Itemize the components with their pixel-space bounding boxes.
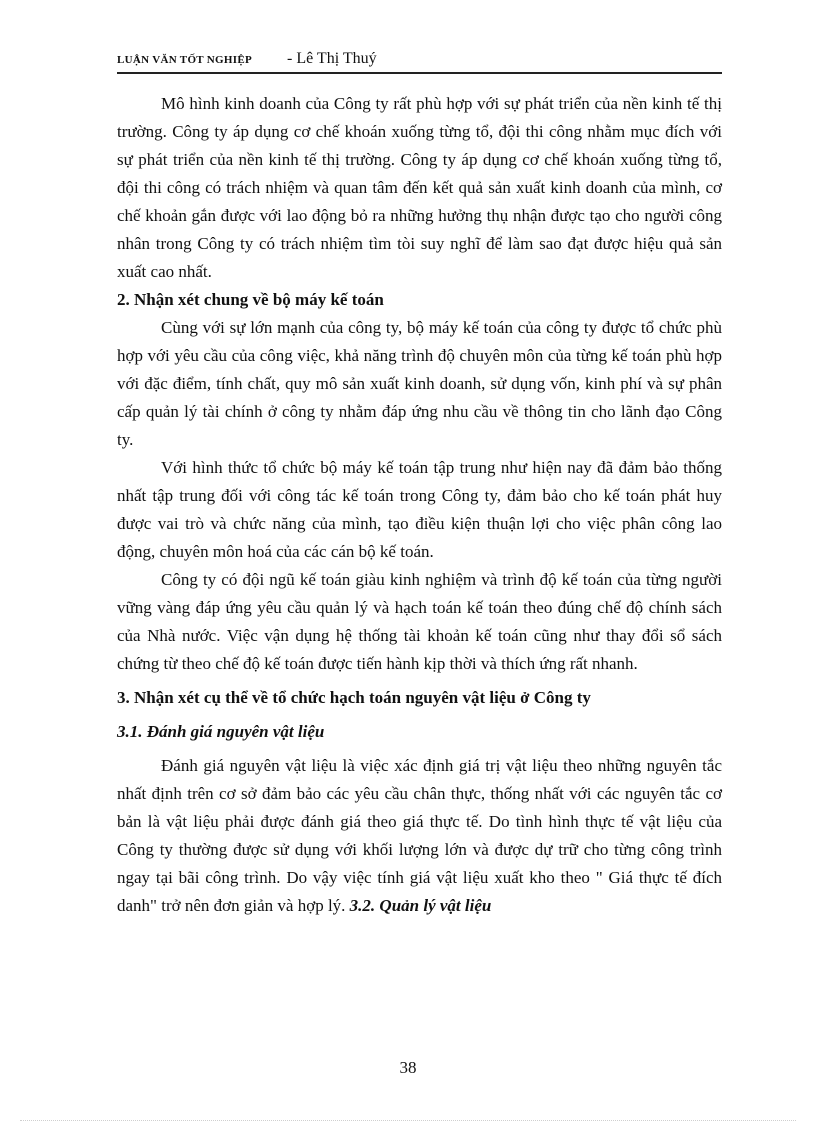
subsection-heading-3-1: 3.1. Đánh giá nguyên vật liệu xyxy=(117,722,325,741)
subsection-heading-3-2: 3.2. Quản lý vật liệu xyxy=(349,896,492,915)
document-body xyxy=(117,90,722,920)
paragraph-material-valuation-text: Đánh giá nguyên vật liệu là việc xác định giá trị vật liệu theo những nguyên tắc nhất định trên cơ sở đảm bảo các yêu cầu chân thực, thống nhất với các nguyên tắc cơ bản là vật liệu phải được đánh giá theo giá thực tế. Do tình hình thực tế vật liệu của Công ty thường được sử dụng với khối lượng lớn và được dự trữ cho từng công trình ngay tại bãi công trình. Do vậy việc tính giá vật liệu xuất kho theo " Giá thực tế đích danh" trở nên đơn giản và hợp lý. xyxy=(117,756,722,915)
page-bottom-divider xyxy=(20,1120,796,1121)
section-heading-3: 3. Nhận xét cụ thể về tổ chức hạch toán nguyên vật liệu ở Công ty xyxy=(117,688,591,707)
paragraph-accounting-team: Công ty có đội ngũ kế toán giàu kinh nghiệm và trình độ kế toán của từng người vững vàng đáp ứng yêu cầu quản lý và hạch toán kế toán theo đúng chế độ chính sách của Nhà nước. Việc vận dụng hệ thống tài khoản kế toán cũng như thay đổi sổ sách chứng từ theo chế độ kế toán được tiến hành kịp thời và thích ứng rất nhanh. xyxy=(117,570,722,673)
paragraph-material-valuation xyxy=(117,752,722,920)
header-thesis-label: LUẬN VĂN TỐT NGHIỆP xyxy=(117,54,252,66)
paragraph-centralized-accounting: Với hình thức tổ chức bộ máy kế toán tập trung như hiện nay đã đảm bảo thống nhất tập trung đối với công tác kế toán trong Công ty, đảm bảo cho kế toán phát huy được vai trò và chức năng của mình, tạo điều kiện thuận lợi cho việc phân công lao động, chuyên môn hoá của các cán bộ kế toán. xyxy=(117,458,722,561)
section-heading-2: 2. Nhận xét chung về bộ máy kế toán xyxy=(117,290,384,309)
paragraph-accounting-structure: Cùng với sự lớn mạnh của công ty, bộ máy kế toán của công ty được tổ chức phù hợp với yêu cầu của công việc, khả năng trình độ chuyên môn của từng kế toán phù hợp với đặc điểm, tính chất, quy mô sản xuất kinh doanh, sử dụng vốn, kinh phí và sự phân cấp quản lý tài chính ở công ty nhằm đáp ứng nhu cầu về thông tin cho lãnh đạo Công ty. xyxy=(117,318,722,449)
page-header xyxy=(117,50,722,74)
paragraph-business-model: Mô hình kinh doanh của Công ty rất phù hợp với sự phát triển của nền kinh tế thị trường. Công ty áp dụng cơ chế khoán xuống từng tổ, đội thi công nhằm mục đích với sự phát triển của nền kinh tế thị trường. Công ty áp dụng cơ chế khoán xuống từng tổ, đội thi công có trách nhiệm và quan tâm đến kết quả sản xuất kinh doanh của mình, cơ chế khoản gắn được với lao động bỏ ra những hưởng thụ nhận được tạo cho người công nhân trong Công ty có trách nhiệm tìm tòi suy nghĩ để làm sao đạt được hiệu quả sản xuất cao nhất. xyxy=(117,94,722,281)
header-author: - Lê Thị Thuý xyxy=(287,50,377,67)
page-number: 38 xyxy=(399,1058,417,1077)
